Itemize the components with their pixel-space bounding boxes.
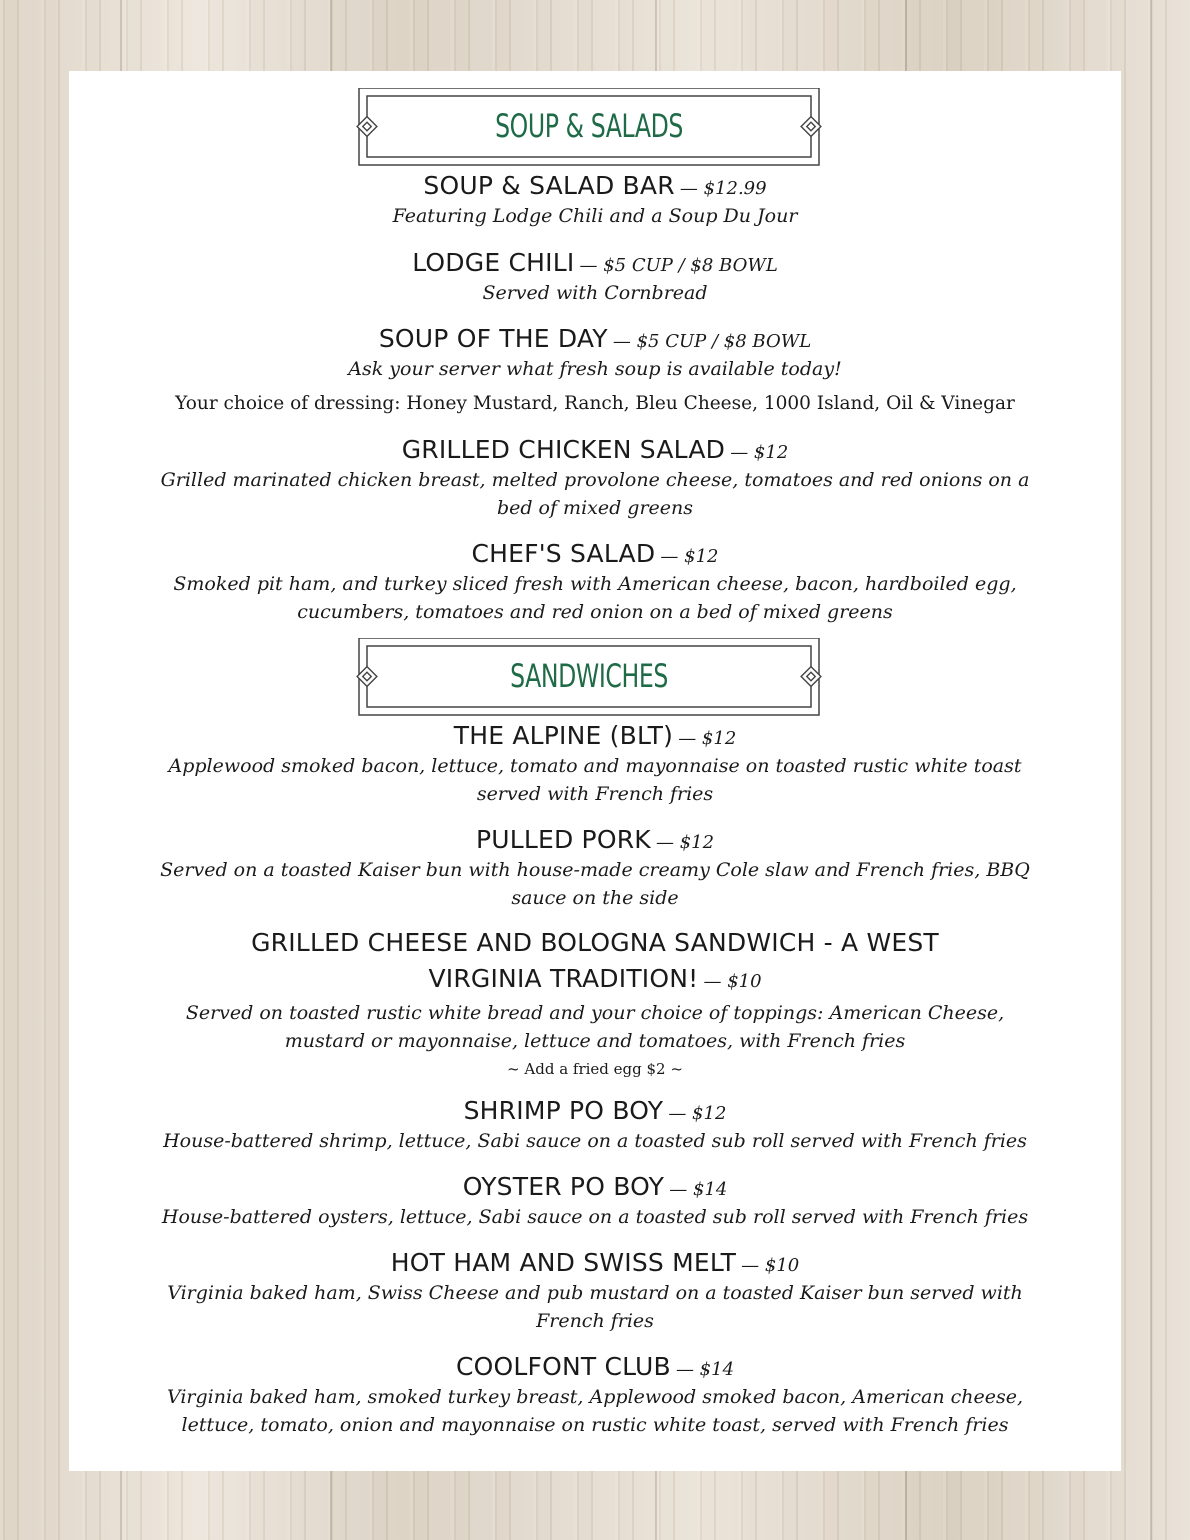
item-description: Served on a toasted Kaiser bun with house-made creamy Cole slaw and French fries, BBQ sauce on the side	[160, 859, 1030, 909]
item-name: PULLED PORK	[475, 825, 651, 854]
section-heading: SOUP & SALADS	[495, 107, 683, 145]
item-name: THE ALPINE (BLT)	[453, 721, 674, 750]
item-description: Virginia baked ham, smoked turkey breast, Applewood smoked bacon, American cheese, lettuce, tomato, onion and mayonnaise on rustic white toast, served with French fries	[166, 1386, 1024, 1436]
item-name: HOT HAM AND SWISS MELT	[390, 1248, 737, 1277]
item-description: Ask your server what fresh soup is available today!	[348, 358, 842, 380]
item-name: COOLFONT CLUB	[455, 1352, 671, 1381]
item-price: — $12	[660, 546, 719, 567]
wood-grain	[1150, 0, 1152, 1540]
item-price: — $10	[741, 1255, 800, 1276]
item-name: SOUP OF THE DAY	[378, 324, 608, 353]
menu-item	[69, 323, 1121, 383]
item-price: — $5 CUP / $8 BOWL	[612, 331, 812, 352]
item-name: LODGE CHILI	[412, 248, 575, 277]
item-name: CHEF'S SALAD	[471, 539, 656, 568]
add-on-note: ~ Add a fried egg $2 ~	[507, 1060, 683, 1078]
item-name: SHRIMP PO BOY	[463, 1096, 664, 1125]
item-description: Served with Cornbread	[482, 282, 708, 304]
menu-item	[69, 927, 1121, 1083]
menu-page	[69, 71, 1121, 1471]
item-price: — $14	[675, 1359, 735, 1380]
item-name: OYSTER PO BOY	[462, 1172, 665, 1201]
item-description: Grilled marinated chicken breast, melted provolone cheese, tomatoes and red onions on a bed of mixed greens	[160, 469, 1030, 519]
item-description: Served on toasted rustic white bread and your choice of toppings: American Cheese, mustard or mayonnaise, lettuce and tomatoes, with French fries	[185, 1002, 1005, 1052]
item-name: GRILLED CHICKEN SALAD	[401, 435, 726, 464]
menu-item	[69, 1171, 1121, 1231]
item-name: SOUP & SALAD BAR	[423, 171, 675, 200]
menu-item	[69, 720, 1121, 808]
item-price: — $12.99	[679, 178, 767, 199]
item-price: — $12	[678, 728, 737, 749]
item-description: Applewood smoked bacon, lettuce, tomato and mayonnaise on toasted rustic white toast served with French fries	[168, 755, 1022, 805]
item-price: — $14	[669, 1179, 728, 1200]
menu-item	[69, 538, 1121, 626]
section-banner-sandwiches	[354, 638, 836, 720]
menu-item	[69, 434, 1121, 522]
item-description: House-battered shrimp, lettuce, Sabi sauce on a toasted sub roll served with French fries	[163, 1130, 1027, 1152]
item-price: — $5 CUP / $8 BOWL	[579, 255, 778, 276]
section-heading: SANDWICHES	[510, 657, 668, 695]
dressing-note: Your choice of dressing: Honey Mustard, Ranch, Bleu Cheese, 1000 Island, Oil & Vinegar	[175, 393, 1015, 414]
menu-item	[69, 247, 1121, 307]
section-banner-soups	[354, 88, 836, 170]
item-name: GRILLED CHEESE AND BOLOGNA SANDWICH - A WEST VIRGINIA TRADITION!	[251, 928, 939, 993]
item-description: House-battered oysters, lettuce, Sabi sauce on a toasted sub roll served with French fries	[161, 1206, 1029, 1228]
menu-item	[69, 1351, 1121, 1439]
item-price: — $12	[655, 832, 715, 853]
menu-item	[69, 1095, 1121, 1155]
item-description: Smoked pit ham, and turkey sliced fresh with American cheese, bacon, hardboiled egg, cucumbers, tomatoes and red onion on a bed of mixed greens	[173, 573, 1017, 623]
item-description: Featuring Lodge Chili and a Soup Du Jour	[392, 205, 798, 227]
menu-item	[69, 170, 1121, 230]
menu-item	[69, 1247, 1121, 1335]
item-price: — $12	[668, 1103, 727, 1124]
item-price: — $12	[730, 442, 789, 463]
menu-item	[69, 824, 1121, 912]
item-price: — $10	[703, 971, 762, 992]
item-description: Virginia baked ham, Swiss Cheese and pub mustard on a toasted Kaiser bun served with French fries	[167, 1282, 1023, 1332]
